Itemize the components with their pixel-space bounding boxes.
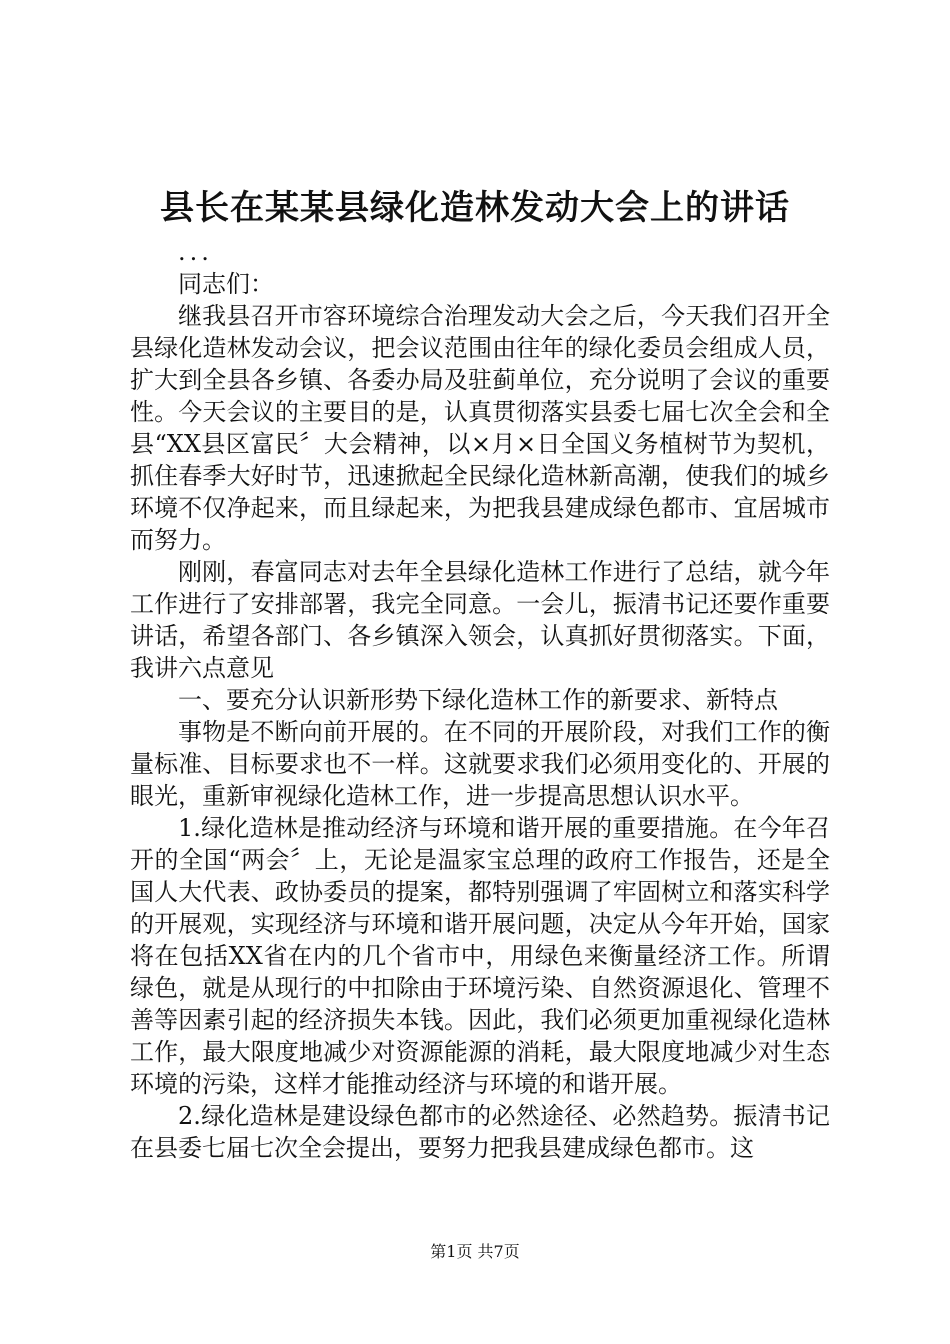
- document-title: 县长在某某县绿化造林发动大会上的讲话: [160, 188, 790, 228]
- ellipsis-line: ...: [178, 238, 213, 266]
- paragraph-4: 1.绿化造林是推动经济与环境和谐开展的重要措施。在今年召开的全国“两会〞上，无论是温家宝总理的政府工作报告，还是全国人大代表、政协委员的提案，都特别强调了牢固树立和落实科学的开展观，实现经济与环境和谐开展问题，决定从今年开始，国家将在包括XX省在内的几个省市中，用绿色来衡量经济工作。所谓绿色，就是从现行的中扣除由于环境污染、自然资源退化、管理不善等因素引起的经济损失本钱。因此，我们必须更加重视绿化造林工作，最大限度地减少对资源能源的消耗，最大限度地减少对生态环境的污染，这样才能推动经济与环境的和谐开展。: [130, 814, 830, 1098]
- document-body: [130, 236, 830, 1164]
- page-footer: 第1页 共7页: [430, 1242, 520, 1261]
- salutation: 同志们：: [178, 270, 274, 298]
- paragraph-3: 事物是不断向前开展的。在不同的开展阶段，对我们工作的衡量标准、目标要求也不一样。这就要求我们必须用变化的、开展的眼光，重新审视绿化造林工作，进一步提高思想认识水平。: [130, 718, 830, 810]
- paragraph-5: 2.绿化造林是建设绿色都市的必然途径、必然趋势。振清书记在县委七届七次全会提出，要努力把我县建成绿色都市。这: [130, 1102, 830, 1162]
- section-heading-1: 一、要充分认识新形势下绿化造林工作的新要求、新特点: [178, 686, 778, 714]
- paragraph-1: 继我县召开市容环境综合治理发动大会之后，今天我们召开全县绿化造林发动会议，把会议范围由往年的绿化委员会组成人员，扩大到全县各乡镇、各委办局及驻蓟单位，充分说明了会议的重要性。今天会议的主要目的是，认真贯彻落实县委七届七次全会和全县“XX县区富民〞大会精神，以×月×日全国义务植树节为契机，抓住春季大好时节，迅速掀起全民绿化造林新高潮，使我们的城乡环境不仅净起来，而且绿起来，为把我县建成绿色都市、宜居城市而努力。: [130, 302, 830, 554]
- paragraph-2: 刚刚，春富同志对去年全县绿化造林工作进行了总结，就今年工作进行了安排部署，我完全同意。一会儿，振清书记还要作重要讲话，希望各部门、各乡镇深入领会，认真抓好贯彻落实。下面，我讲六点意见: [130, 558, 830, 682]
